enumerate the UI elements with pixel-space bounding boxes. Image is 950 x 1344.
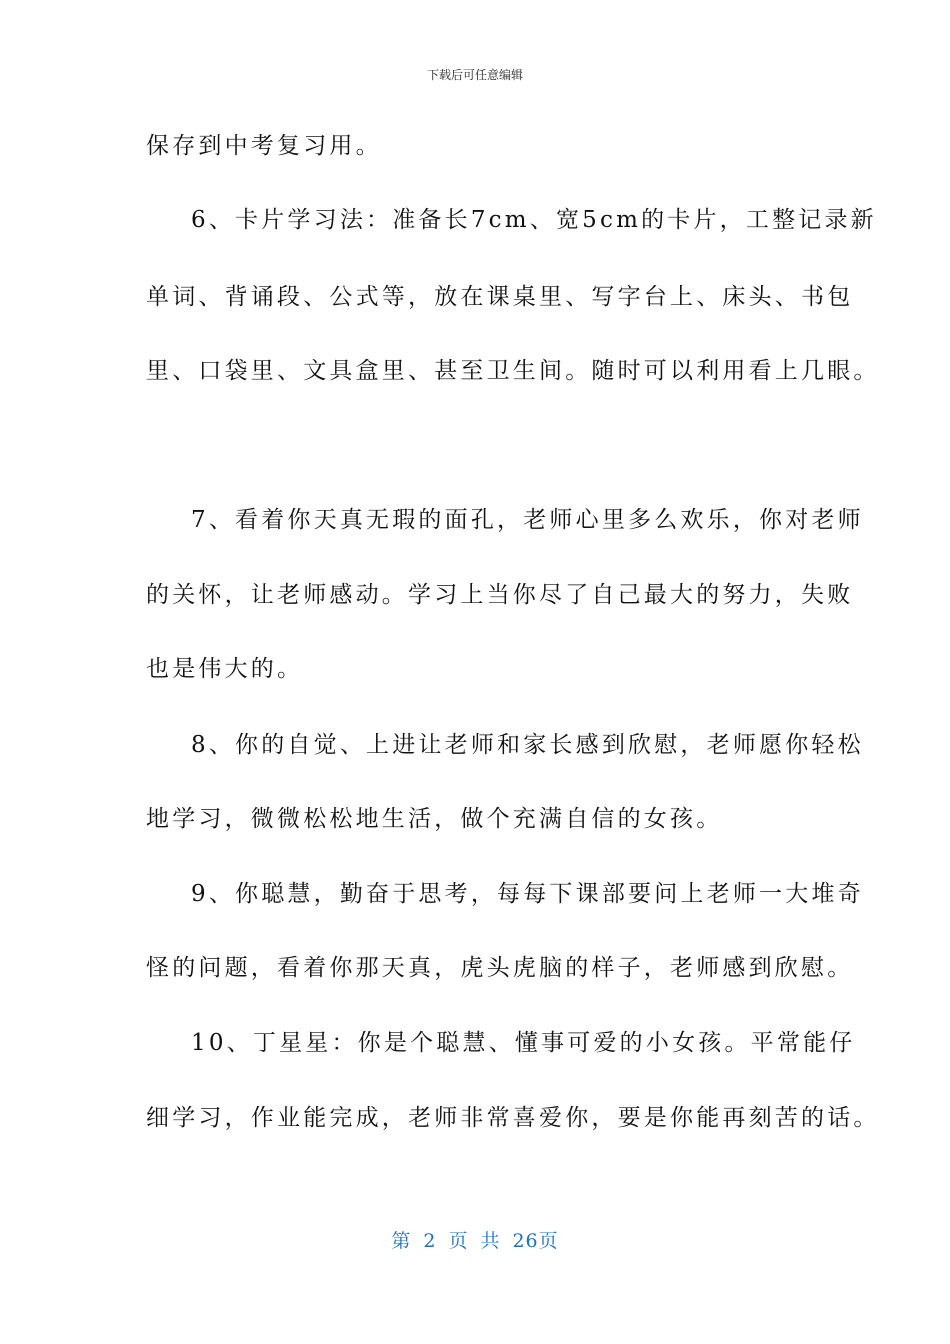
text-line: 单词、背诵段、公式等，放在课桌里、写字台上、床头、书包 bbox=[146, 284, 854, 310]
text-line: 的关怀，让老师感动。学习上当你尽了自己最大的努力，失败 bbox=[146, 582, 854, 608]
text-line: 9、你聪慧，勤奋于思考，每每下课部要问上老师一大堆奇 bbox=[191, 881, 864, 907]
text-line: 10、丁星星：你是个聪慧、懂事可爱的小女孩。平常能仔 bbox=[191, 1030, 856, 1056]
page-header: 下载后可任意编辑 bbox=[426, 68, 523, 82]
footer-total-label: 共 bbox=[480, 1230, 501, 1252]
text-line: 地学习，微微松松地生活，做个充满自信的女孩。 bbox=[146, 806, 723, 832]
page-footer bbox=[0, 1226, 950, 1253]
text-line: 里、口袋里、文具盒里、甚至卫生间。随时可以利用看上几眼。 bbox=[146, 358, 880, 384]
text-line: 保存到中考复习用。 bbox=[146, 133, 382, 159]
text-line: 8、你的自觉、上进让老师和家长感到欣慰，老师愿你轻松 bbox=[191, 732, 864, 758]
text-line: 也是伟大的。 bbox=[146, 656, 304, 682]
text-line: 细学习，作业能完成，老师非常喜爱你，要是你能再刻苦的话。 bbox=[146, 1105, 880, 1131]
text-line: 怪的问题，看着你那天真，虎头虎脑的样子，老师感到欣慰。 bbox=[146, 955, 854, 981]
footer-prefix: 第 bbox=[391, 1230, 412, 1252]
footer-current-page: 2 bbox=[423, 1230, 437, 1252]
text-line: 7、看着你天真无瑕的面孔，老师心里多么欢乐，你对老师 bbox=[191, 507, 864, 533]
footer-total-pages: 26页 bbox=[512, 1230, 559, 1252]
footer-page-word: 页 bbox=[448, 1230, 469, 1252]
text-line: 6、卡片学习法：准备长7cm、宽5cm的卡片，工整记录新 bbox=[191, 207, 877, 233]
